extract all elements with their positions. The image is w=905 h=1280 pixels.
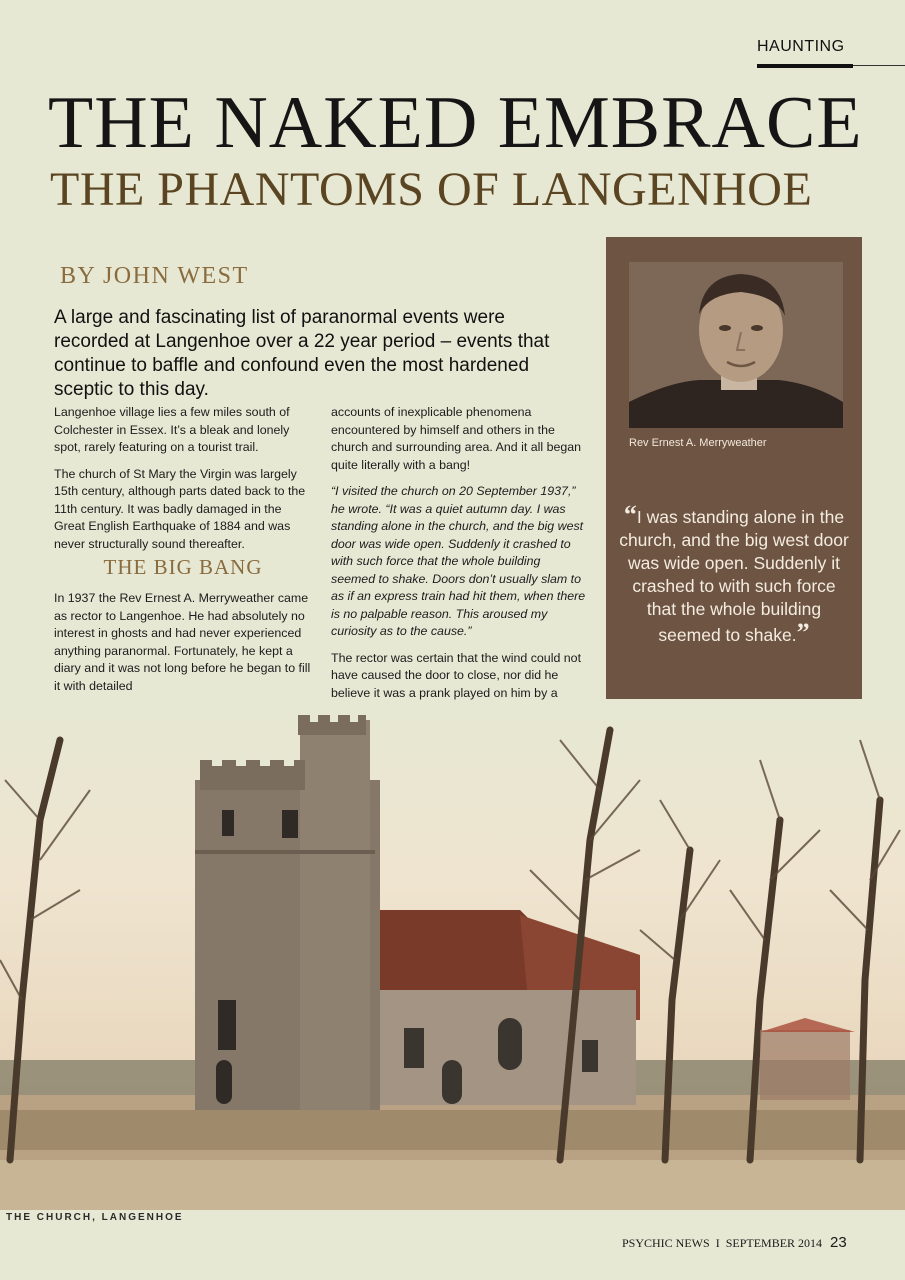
footer-separator: I [715, 1236, 720, 1250]
body-column-2 [331, 404, 587, 729]
magazine-name: PSYCHIC NEWS [622, 1236, 710, 1250]
section-tag: HAUNTING [757, 38, 845, 55]
section-rule-thin [853, 65, 905, 66]
page-footer [622, 1234, 847, 1251]
paragraph: The rector was certain that the wind could not have caused the door to close, nor did he believe it was a prank played on him by a [331, 650, 582, 700]
paragraph: In 1937 the Rev Ernest A. Merryweather came as rector to Langenhoe. He had absolutely no interest in ghosts and had never experienced anything paranormal. Fortunately, he kept a diary and it was not long before he began to fill it with detailed [54, 591, 311, 693]
byline: BY JOHN WEST [60, 263, 249, 289]
pull-quote-text: I was standing alone in the church, and the big west door was wide open. Suddenly it crashed to with such force that the whole building seemed to shake. [619, 507, 849, 645]
article-title: THE NAKED EMBRACE [48, 82, 863, 164]
section-rule [757, 64, 853, 68]
subheading: THE BIG BANG [103, 555, 263, 579]
quote-paragraph: “I visited the church on 20 September 1937,” he wrote. “It was a quiet autumn day. I was standing alone in the church, and the big west door was wide open. Suddenly it crashed to with such force that the whole building seemed to shake. Doors don’t usually slam to as if an express train had hit them, when there is no palpable reason. This aroused my curiosity as to the cause.” [331, 484, 586, 638]
open-quote-mark: “ [623, 500, 637, 529]
pull-quote [618, 500, 850, 647]
article-subtitle: THE PHANTOMS OF LANGENHOE [50, 163, 813, 216]
standfirst: A large and fascinating list of paranormal events were recorded at Langenhoe over a 22 year period – events that continue to baffle and confound even the most hardened sceptic to this day. [54, 307, 550, 400]
paragraph: accounts of inexplicable phenomena encountered by himself and others in the church and surrounding area. And it all began quite literally with a bang! [331, 405, 582, 472]
page-number: 23 [830, 1234, 847, 1251]
issue-date: SEPTEMBER 2014 [725, 1236, 823, 1250]
paragraph: Langenhoe village lies a few miles south of Colchester in Essex. It’s a bleak and lonely spot, rarely featuring on a tourist trail. [54, 405, 290, 454]
church-photo [0, 700, 905, 1225]
photo-label: THE CHURCH, LANGENHOE [6, 1212, 184, 1223]
portrait-photo [629, 262, 843, 428]
portrait-caption: Rev Ernest A. Merryweather [629, 437, 767, 449]
paragraph: The church of St Mary the Virgin was largely 15th century, although parts dated back to the 11th century. It was badly damaged in the Great English Earthquake of 1884 and was never structurally sound thereafter. [54, 466, 306, 551]
body-column-1 [54, 404, 312, 704]
close-quote-mark: ” [796, 618, 810, 647]
